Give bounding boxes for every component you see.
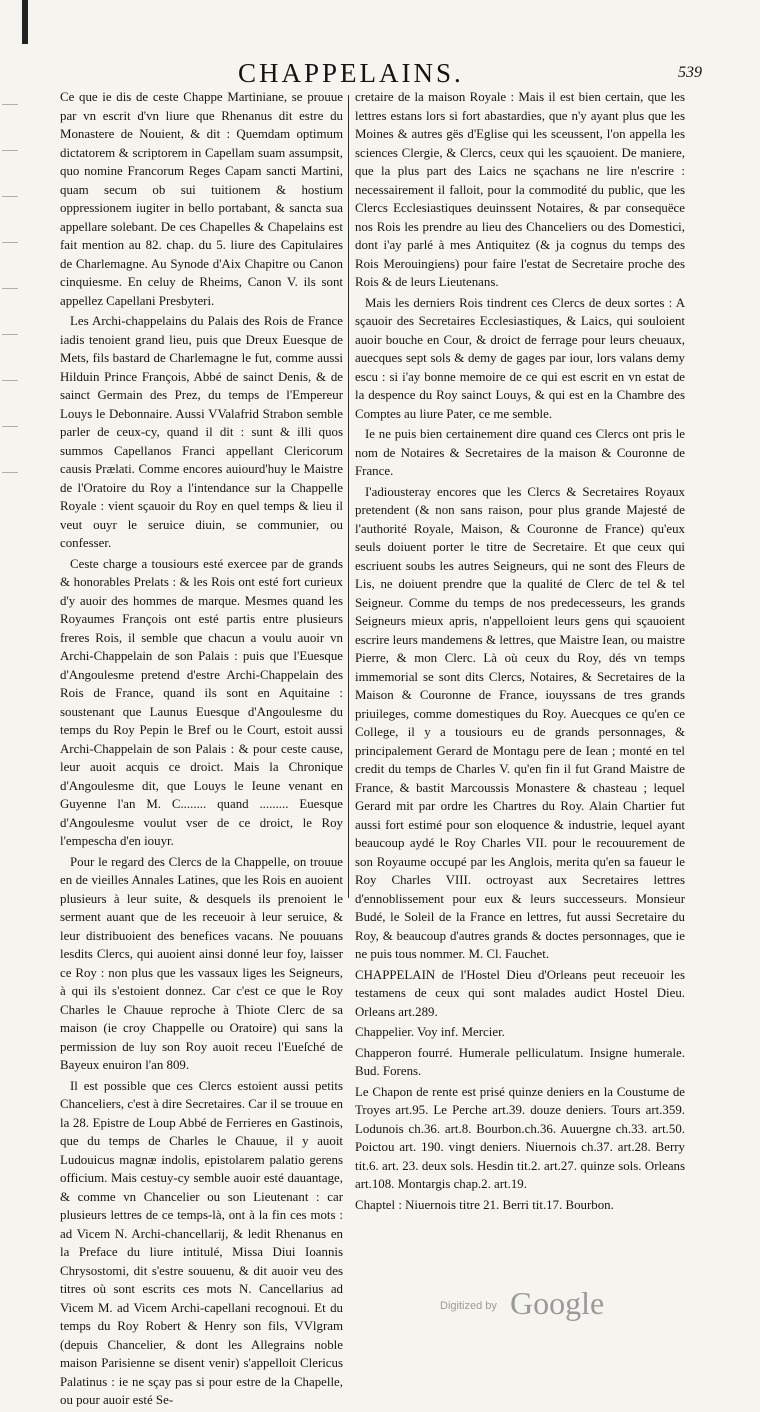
margin-marks xyxy=(2,86,18,516)
running-title: CHAPPELAINS. xyxy=(238,58,464,88)
google-logo: Google xyxy=(510,1285,605,1321)
watermark-caption: Digitized by xyxy=(440,1300,497,1312)
binding-mark xyxy=(22,0,28,44)
paragraph: Mais les derniers Rois tindrent ces Clercs de deux sortes : A sçauoir des Secretaires Ecclesiastiques, & Laics, qui souloient auoir bouche en Cour, & droict de ferrage pour leurs cheuaux, auecques sept sols & demy de gages par iour, lors valans demy escu : si i'ay bonne memoire de ce qui est escrit en vn estat de la despence du Roy sainct Louys, & qui est en la Chambre des Comptes au liure Pater, ce me semble. xyxy=(355,295,685,421)
paragraph: Les Archi-chappelains du Palais des Rois de France iadis tenoient grand lieu, puis que Dreux Euesque de Mets, fils bastard de Charlemagne le fut, comme aussi Hilduin Prince François, Abbé de sainct Denis, & de sainct Germain des Prez, du temps de l'Empereur Louys le Debonnaire. Aussi VValafrid Strabon semble parler de ceux-cy, quand il dit : sunt & illi quos summos Capellanos Franci appellant Clericorum causis Prælati. Comme encores auiourd'huy le Maistre de l'Oratoire du Roy a l'intendance sur la Chappelle Royale : vient sçauoir du Roy en quel temps & lieu il veut ouyr le seruice diuin, se communier, ou confesser. xyxy=(60,314,343,550)
paragraph: Pour le regard des Clercs de la Chappelle, on trouue en de vieilles Annales Latines, que les Rois en auoient plusieurs à leur suite, & desquels ils prenoient le serment auant que de les receuoir à leur seruice, & leur distribuoient des benefices vacans. Ne pouuans lesdits Clercs, qui auoient ainsi donné leur foy, laisser ce Roy : non plus que les vassaux liges les Seigneurs, à qui ils s'estoient donnez. Car c'est ce que le Roy Charles le Chauue reproche à Thiote Clerc de sa maison (ie croy Chappelle ou Oratoire) qui sans la permission de luy son Roy auoit receu l'Eueſché de Bayeux enuiron l'an 809. xyxy=(60,854,343,1072)
paragraph: Ceste charge a tousiours esté exercee par de grands & honorables Prelats : & les Rois ont esté fort curieux d'y auoir des hommes de marque. Mesmes quand les Royaumes François ont esté partis entre plusieurs freres Rois, il semble que chacun a voulu auoir vn Archi-Chappelain de son Palais : puis que l'Euesque d'Angoulesme pretend d'estre Archi-Chappelain des Rois de France, quand ils sont en Aquitaine : soustenant que Launus Euesque d'Angoulesme du temps du Roy Pepin le Bref ou le Court, estoit aussi Archi-Chappelain de son Palais : & pour ceste cause, leur auoit acquis ce droict. Mais la Chronique d'Angoulesme dit, que Louys le Ieune venant en Guyenne l'an M. C........ quand ......... Euesque d'Angoulesme voulut vser de ce droict, le Roy l'empescha d'en iouyr. xyxy=(60,556,343,848)
paragraph: Ie ne puis bien certainement dire quand ces Clercs ont pris le nom de Notaires & Secretaires de la maison & Couronne de France. xyxy=(355,427,685,478)
right-column xyxy=(355,88,685,1216)
paragraph: I'adiousteray encores que les Clercs & Secretaires Royaux pretendent (& non sans raison, pour plus grande Majesté de l'authorité Royale, Maison, & Couronne de France) qu'eux seuls doiuent porter le titre de Secretaire. Et que ceux qui escriuent soubs les autres Seigneurs, qui ne sont des Fleurs de Lis, ne doiuent prendre que la qualité de Clerc de tel & tel Seigneur. Comme du temps de nos predecesseurs, les grands Seigneurs mieux apris, n'appelloient leurs gens qui sçauoient escrire leurs mandemens & lettres, que Maistre Iean, ou maistre Pierre, & mon Clerc. Là où ceux du Roy, dés vn temps immemorial se sont dits Clercs, Notaires, & Secretaires de la Maison & Couronne de France, iouyssans de tres grands priuileges, comme domestiques du Roy. Auecques ce qu'en ce College, il y a tousiours eu de grands personnages, & principalement Gerard de Montagu pere de Iean ; monté en tel credit du temps de Charles V. qu'en fin il fut Grand Maistre de France, & bastit Marcoussis Monastere & chasteau ; lequel Gerard mit par ordre les Chartres du Roy. Alain Chartier fut aussi fort estimé pour son eloquence & industrie, lequel ayant beaucoup aydé le Roy Charles VII. pour le recouurement de son Royaume occupé par les Anglois, merita qu'en sa faueur le Roy Charles VIII. octroyast aux Secretaires lettres d'ennoblissement pour eux & leurs successeurs. Monsieur Budé, le Soleil de la France en lettres, fut aussi Secretaire du Roy, & beaucoup d'autres grands & doctes personnages, que ie ne puis tous nommer. M. Cl. Fauchet. xyxy=(355,484,685,961)
dictionary-entry: Chappelier. Voy inf. Mercier. xyxy=(355,1025,505,1039)
column-rule xyxy=(348,95,349,898)
dictionary-entry: Chapperon fourré. Humerale pelliculatum. Insigne humerale. Bud. Forens. xyxy=(355,1045,685,1078)
dictionary-entry: Chaptel : Niuernois titre 21. Berri tit.17. Bourbon. xyxy=(355,1197,614,1212)
page-number: 539 xyxy=(678,64,702,81)
paragraph: Il est possible que ces Clercs estoient aussi petits Chanceliers, c'est à dire Secretaires. Car il se trouue en la 28. Epistre de Loup Abbé de Ferrieres en Gastinois, que du temps de Charles le Chauue, il y auoit Ludouicus magnæ indolis, epistolarem palatio gerens officium. Mais cestuy-cy semble auoir esté dauantage, & comme vn Chancelier ou son Lieutenant : car plusieurs lettres de ce temps-là, ont à la fin ces mots : ad Vicem N. Archi-chancellarij, & ledit Rhenanus en la Preface du liure intitulé, Missa Diui Ioannis Chrysostomi, dit s'estre souuenu, & dit auoir veu des titres où sont escrits ces mots N. Cancellarius ad Vicem M. ad Vicem Archi-capellani recognoui. Et du temps du Roy Robert & Henry son fils, VVlgram (depuis Chancelier, & dont les Allegrains noble maison Parisienne se disent venir) s'appelloit Clericus Palatinus : ie ne sçay pas si pour estre de la Chapelle, ou pour auoir esté Se- xyxy=(60,1078,343,1407)
paragraph: Ce que ie dis de ceste Chappe Martiniane, se prouue par vn escrit d'vn liure que Rhenanus dit estre du Monastere de Nouient, & dit : Quemdam optimum dictatorem & scriptorem in Capellam suam assumpsit, quo nomine Francorum Reges Capam sancti Martini, quam secum ob sui tuitionem & hostium oppressionem iugiter in bello portabant, & sancta sua appellare solebant. De ces Chapelles & Chapelains est fait mention au 82. chap. du 5. liure des Capitulaires de Charlemagne. Au Synode d'Aix Chapitre ou Canon cinquiesme. En celuy de Rheims, Canon V. ils sont appellez Capellani Presbyteri. xyxy=(60,90,343,308)
dictionary-entry: CHAPPELAIN de l'Hostel Dieu d'Orleans peut receuoir les testamens de ceux qui sont malades audict Hostel Dieu. Orleans art.289. xyxy=(355,967,685,1019)
page-header xyxy=(238,58,702,92)
paragraph: cretaire de la maison Royale : Mais il est bien certain, que les lettres estans lors si fort abastardies, que n'y ayant plus que les Moines & autres gës d'Eglise qui les sceussent, l'on appella les sciences Clergie, & Clercs, ceux qui les sçauoient. De maniere, que la plus part des Laics ne sçachans ne lire n'escrire : necessairement il falloit, pour la commodité du public, que les Clercs Ecclesiastiques deuinssent Notaires, & par consequëce nos Rois les prendre au lieu des Chanceliers ou des Domestici, dont i'ay parlé à mes Antiquitez (& ja cognus du temps des Rois Merouingiens) pour faire l'estat de Secretaire proche des Rois & de leurs Lieutenans. xyxy=(355,90,685,289)
dictionary-entry: Le Chapon de rente est prisé quinze deniers en la Coustume de Troyes art.95. Le Perche art.39. douze deniers. Tours art.359. Lodunois ch.36. art.8. Bourbon.ch.36. Auuergne ch.33. art.50. Poictou art. 190. vingt deniers. Niuernois ch.37. art.28. Berry tit.6. art. 23. deux sols. Hesdin tit.2. art.27. quinze sols. Orleans art.108. Montargis chap.2. art.19. xyxy=(355,1084,685,1191)
left-column xyxy=(60,88,343,1412)
